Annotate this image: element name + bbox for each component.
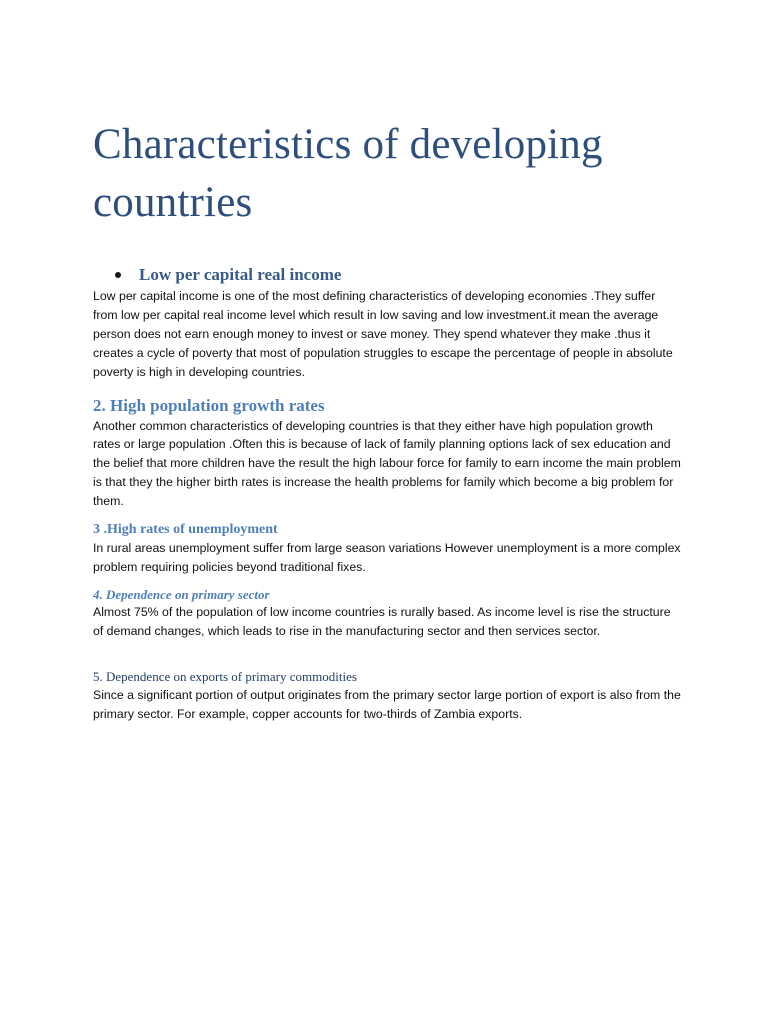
section-2-body: Another common characteristics of developing countries is that they either have high population growth rates or large population .Often this is because of lack of family planning options lack of sex education and the belief that more children have the result the high labour force for family to earn income the main problem is that they the higher birth rates is increase the health problems for family which become a big problem for them.: [93, 418, 681, 509]
section-4-heading: 4. Dependence on primary sector: [93, 586, 270, 602]
section-4-body: Almost 75% of the population of low income countries is rurally based. As income level is rise the structure of demand changes, which leads to rise in the manufacturing sector and then services sector.: [93, 604, 671, 638]
document-title: [93, 116, 683, 232]
document-content: [93, 116, 683, 724]
section-1-heading: [115, 264, 683, 286]
section-5-body: Since a significant portion of output originates from the primary sector large portion of export is also from the primary sector. For example, copper accounts for two-thirds of Zambia exports.: [93, 687, 681, 721]
title-line-2: countries: [93, 179, 253, 226]
bullet-icon: [115, 272, 121, 278]
section-3-body: In rural areas unemployment suffer from large season variations However unemployment is a more complex problem requiring policies beyond traditional fixes.: [93, 541, 681, 574]
title-line-1: Characteristics of developing: [93, 121, 603, 168]
section-2-heading: 2. High population growth rates: [93, 395, 325, 415]
section-5-heading: 5. Dependence on exports of primary commodities: [93, 668, 357, 684]
section-1-heading-text: Low per capital real income: [139, 265, 342, 284]
section-1-body: Low per capital income is one of the most defining characteristics of developing economies .They suffer from low per capital real income level which result in low saving and low investment.it mean the average person does not earn enough money to invest or save money. They spend whatever they make .thus it creates a cycle of poverty that most of population struggles to escape the percentage of people in absolute poverty is high in developing countries.: [93, 289, 673, 379]
section-3-heading: 3 .High rates of unemployment: [93, 522, 278, 538]
